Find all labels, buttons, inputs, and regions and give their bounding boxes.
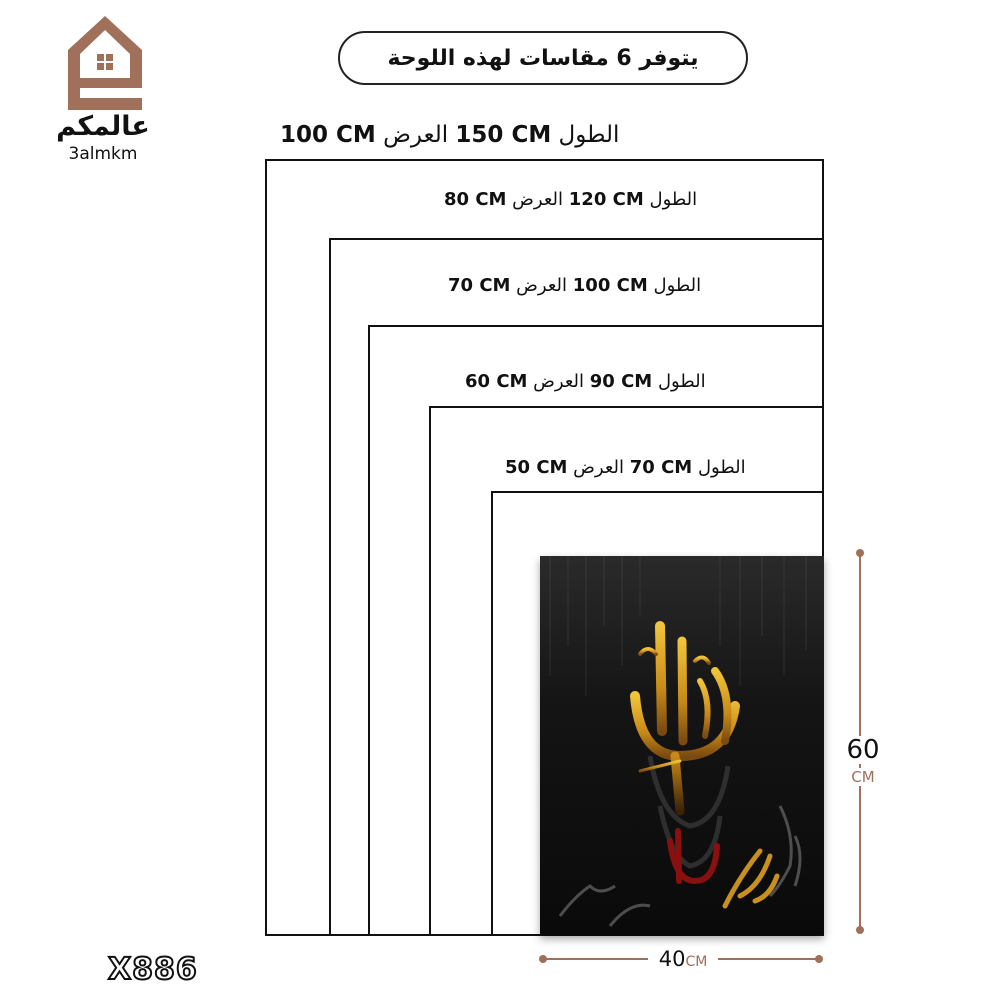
brand-name-arabic: عالمكم [56,111,150,142]
brand-name-english: 3almkm [68,144,138,164]
size-label-150x100: الطول 150 CM العرض 100 CM [280,122,620,148]
size-label-120x80: الطول 120 CM العرض 80 CM [444,189,698,210]
product-code: X886 [108,952,198,987]
size-label-70x50: الطول 70 CM العرض 50 CM [505,457,746,478]
size-label-100x70: الطول 100 CM العرض 70 CM [448,275,702,296]
width-dimension-value: 40 [658,947,686,971]
height-dimension-value: 60 [840,736,886,764]
dimension-endpoint-dot [856,926,864,934]
dimension-endpoint-dot [815,955,823,963]
size-label-90x60: الطول 90 CM العرض 60 CM [465,371,706,392]
calligraphy-artwork [540,556,824,935]
dimension-endpoint-dot [539,955,547,963]
width-dimension-unit: CM [685,954,708,970]
calligraphy-artwork-icon [540,556,824,935]
dimension-endpoint-dot [856,549,864,557]
house-logo-icon [66,14,144,110]
sizes-available-badge: يتوفر 6 مقاسات لهذه اللوحة [338,31,748,85]
height-dimension-unit: CM [840,768,886,786]
width-dimension-label [648,946,718,972]
